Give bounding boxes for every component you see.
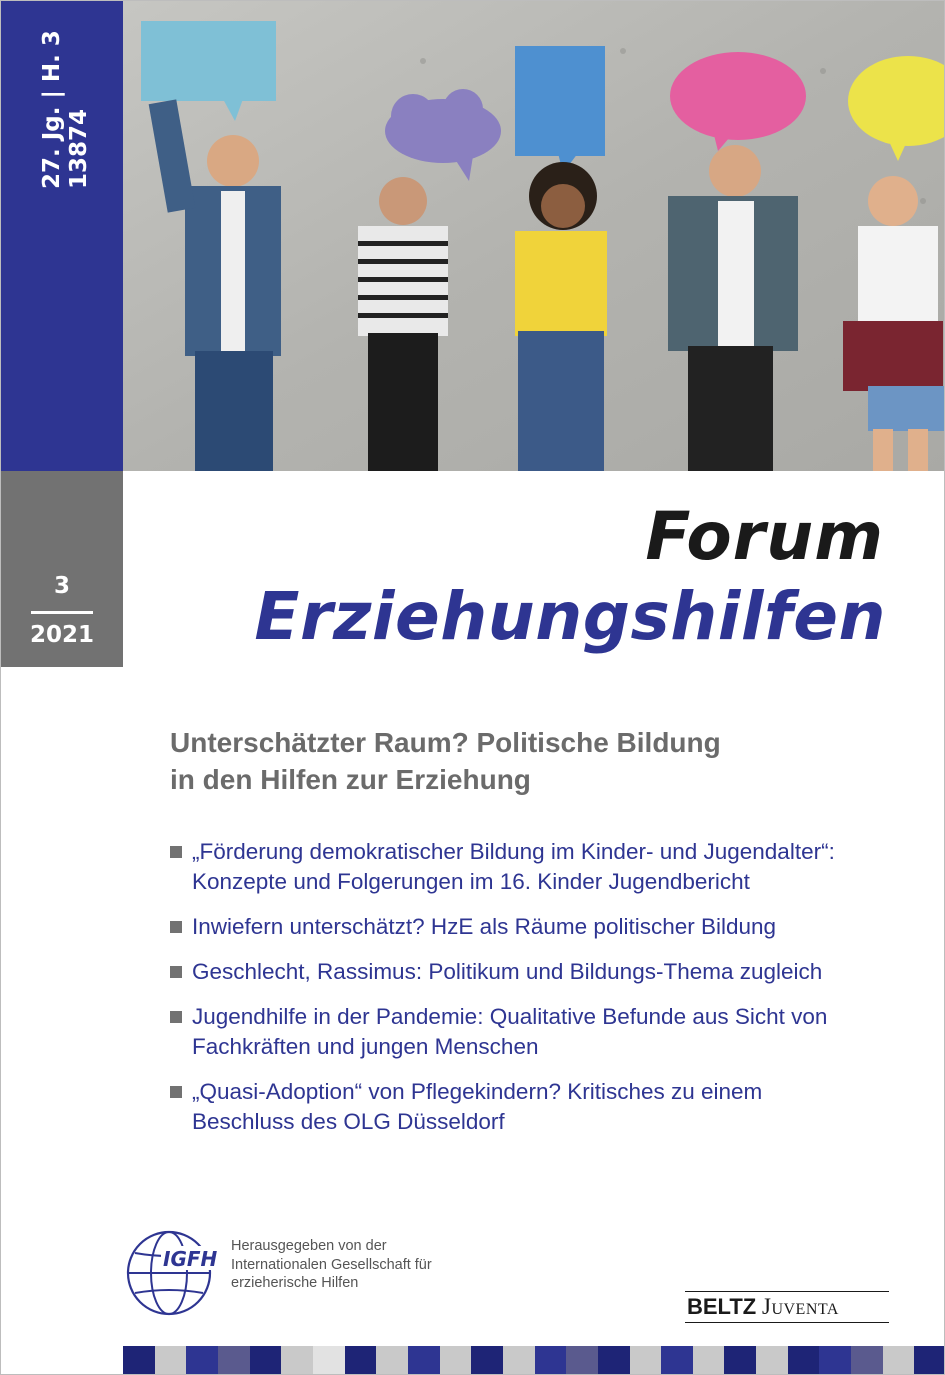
cover-photo xyxy=(123,1,945,471)
stripe-segment xyxy=(345,1346,377,1375)
bullet-square-icon xyxy=(170,921,182,933)
igfh-logo-text: IGFH xyxy=(163,1247,218,1271)
beltz-juventa-logo xyxy=(685,1291,889,1323)
stripe-segment xyxy=(598,1346,630,1375)
stripe-segment xyxy=(313,1346,345,1375)
contents-item-text: „Quasi-Adoption“ von Pflegekindern? Kritisches zu einem Beschluss des OLG Düsseldorf xyxy=(192,1079,763,1134)
contents-item xyxy=(170,1002,870,1062)
stripe-segment xyxy=(408,1346,440,1375)
contents-item xyxy=(170,912,870,942)
issue-theme-line1: Unterschätzter Raum? Politische Bildung xyxy=(170,727,721,758)
issue-theme xyxy=(170,724,870,798)
stripe-segment xyxy=(883,1346,915,1375)
beltz-wordmark: BELTZ xyxy=(687,1294,757,1319)
globe-icon xyxy=(125,1229,227,1317)
stripe-segment xyxy=(376,1346,408,1375)
stripe-segment xyxy=(471,1346,503,1375)
contents-item-text: „Förderung demokratischer Bildung im Kinder- und Jugendalter“: Konzepte und Folgerungen im 16. Kinder Jugendbericht xyxy=(192,839,835,894)
stripe-segment xyxy=(250,1346,282,1375)
contents-item-text: Jugendhilfe in der Pandemie: Qualitative Befunde aus Sicht von Fachkräften und jungen Menschen xyxy=(192,1004,828,1059)
publisher-note xyxy=(231,1237,432,1293)
people-with-speech-bubbles-photo xyxy=(123,1,945,471)
igfh-logo xyxy=(125,1229,227,1321)
publisher-line2: Internationalen Gesellschaft für xyxy=(231,1256,432,1273)
side-blue-panel xyxy=(1,1,123,471)
stripe-segment xyxy=(503,1346,535,1375)
stripe-segment xyxy=(819,1346,851,1375)
contents-list xyxy=(170,837,870,1152)
decorative-stripe xyxy=(123,1346,945,1375)
publisher-line3: erzieherische Hilfen xyxy=(231,1275,359,1291)
bullet-square-icon xyxy=(170,1011,182,1023)
stripe-segment xyxy=(535,1346,567,1375)
stripe-segment xyxy=(724,1346,756,1375)
stripe-segment xyxy=(756,1346,788,1375)
title-erziehungshilfen: Erziehungshilfen xyxy=(254,578,886,655)
issue-number: 3 xyxy=(53,573,70,599)
stripe-segment xyxy=(693,1346,725,1375)
stripe-segment xyxy=(661,1346,693,1375)
juventa-wordmark: Juventa xyxy=(762,1294,839,1319)
stripe-segment xyxy=(440,1346,472,1375)
title-forum: Forum xyxy=(645,498,884,575)
number-line: 13874 xyxy=(66,108,92,189)
publisher-line1: Herausgegeben von der xyxy=(231,1238,387,1254)
issue-divider xyxy=(31,611,93,614)
stripe-segment xyxy=(281,1346,313,1375)
contents-item xyxy=(170,837,870,897)
stripe-segment xyxy=(630,1346,662,1375)
bullet-square-icon xyxy=(170,1086,182,1098)
stripe-segment xyxy=(155,1346,187,1375)
stripe-segment xyxy=(186,1346,218,1375)
speech-bubble-blue xyxy=(515,46,605,173)
stripe-segment xyxy=(914,1346,945,1375)
contents-item-text: Geschlecht, Rassimus: Politikum und Bildungs-Thema zugleich xyxy=(192,959,823,984)
contents-item xyxy=(170,1077,870,1137)
issue-year: 2021 xyxy=(29,622,94,648)
stripe-segment xyxy=(851,1346,883,1375)
volume-line: 27. Jg. | H. 3 xyxy=(39,30,65,189)
stripe-segment xyxy=(788,1346,820,1375)
issue-theme-line2: in den Hilfen zur Erziehung xyxy=(170,764,531,795)
bullet-square-icon xyxy=(170,966,182,978)
stripe-segment xyxy=(566,1346,598,1375)
contents-item xyxy=(170,957,870,987)
volume-info xyxy=(39,30,93,189)
contents-item-text: Inwiefern unterschätzt? HzE als Räume politischer Bildung xyxy=(192,914,777,939)
stripe-segment xyxy=(123,1346,155,1375)
stripe-segment xyxy=(218,1346,250,1375)
bullet-square-icon xyxy=(170,846,182,858)
